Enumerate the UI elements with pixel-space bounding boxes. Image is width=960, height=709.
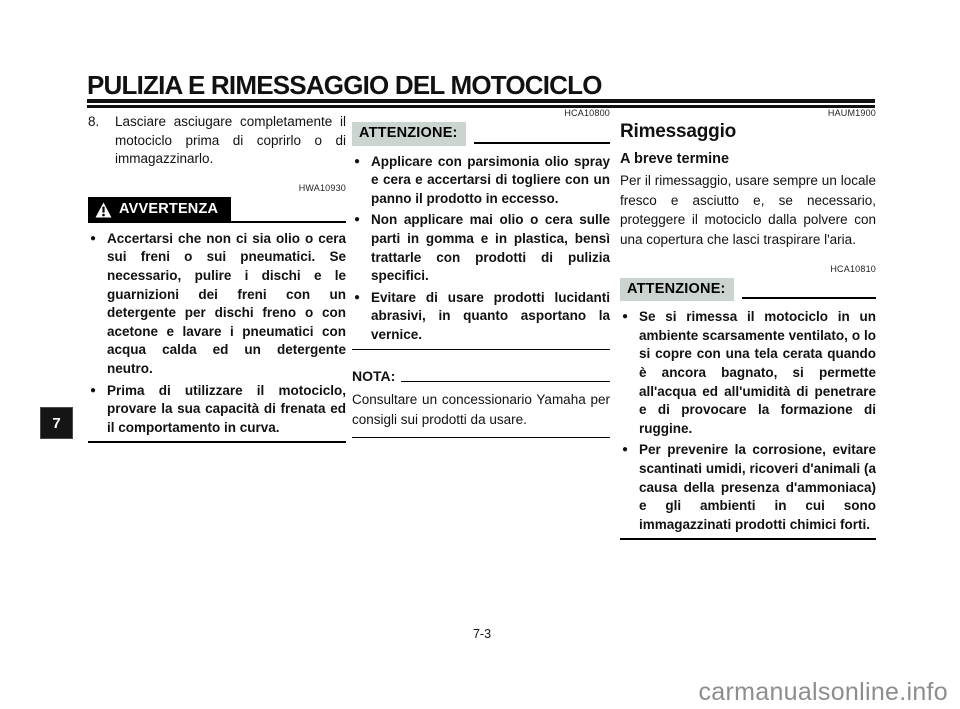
section-heading: Rimessaggio — [620, 121, 737, 142]
list-item — [620, 308, 876, 438]
bullet-text: Applicare con parsimonia olio spray e cera e accertarsi di togliere con un panno il prodotto in eccesso. — [371, 153, 610, 206]
bullet-text: Prima di utilizzare il motociclo, provare la sua capacità di frenata ed il comportamento in curva. — [107, 382, 346, 435]
section-end-rule — [352, 349, 610, 350]
bullet-text: Evitare di usare prodotti lucidanti abrasivi, in quanto asportano la vernice. — [371, 289, 610, 342]
step-text: Lasciare asciugare completamente il motociclo prima di coprirlo o di immagazzinarlo. — [115, 114, 346, 167]
bullet-text: Per prevenire la corrosione, evitare scantinati umidi, ricoveri d'animali (a causa della presenza d'ammoniaca) e gli ambienti in cui sono immagazzinati prodotti chimici forti. — [639, 442, 876, 532]
column-middle — [352, 108, 610, 438]
bullet-text: Accertarsi che non ci sia olio o cera sui freni o sui pneumatici. Se necessario, pulire i dischi e le guarnizioni dei freni con un detergente per dischi freno o con acetone e lavare i pneumatici con acqua calda ed un detergente neutro. — [107, 230, 346, 376]
reference-code: HCA10810 — [830, 263, 876, 274]
bullet-icon: ● — [354, 155, 361, 167]
note-label: NOTA: — [352, 367, 396, 384]
note-rule — [401, 381, 610, 383]
bullet-icon: ● — [90, 232, 97, 244]
bullet-icon: ● — [90, 384, 97, 396]
section-end-rule — [352, 437, 610, 438]
warning-bullet-list — [88, 230, 346, 438]
bullet-icon: ● — [354, 291, 361, 303]
attention-rule — [742, 297, 876, 299]
body-paragraph: Per il rimessaggio, usare sempre un locale fresco e asciutto e, se necessario, proteggere il motociclo dalla polvere con una copertura che lasci traspirare l'aria. — [620, 173, 876, 247]
attention-box: ATTENZIONE: — [620, 278, 734, 302]
list-item — [352, 153, 610, 209]
numbered-step — [88, 113, 346, 169]
bullet-icon: ● — [622, 311, 629, 323]
attention-header — [352, 122, 610, 146]
list-item — [88, 230, 346, 379]
note-header — [352, 367, 610, 386]
list-item — [352, 211, 610, 285]
attention-bullet-list — [620, 308, 876, 534]
bullet-icon: ● — [622, 444, 629, 456]
warning-label: AVVERTENZA — [119, 201, 219, 218]
page-title: PULIZIA E RIMESSAGGIO DEL MOTOCICLO — [87, 70, 602, 100]
section-end-rule — [88, 441, 346, 443]
attention-rule — [474, 142, 610, 144]
bullet-text: Se si rimessa il motociclo in un ambiente scarsamente ventilato, o lo si copre con una tela cerata quando è ancora bagnato, si permette all'acqua ed all'umidità di penetrare e di provocare la formazione di ruggine. — [639, 309, 876, 436]
title-double-rule — [87, 99, 875, 108]
list-item — [88, 382, 346, 438]
bullet-text: Non applicare mai olio o cera sulle parti in gomma e in plastica, bensì trattarle con prodotti di pulizia specifici. — [371, 212, 610, 284]
list-item — [352, 289, 610, 345]
attention-box: ATTENZIONE: — [352, 122, 466, 146]
section-end-rule — [620, 538, 876, 540]
column-right — [620, 108, 876, 540]
section-subheading: A breve termine — [620, 150, 730, 167]
chapter-tab: 7 — [40, 407, 73, 439]
attention-bullet-list — [352, 153, 610, 345]
warning-box — [88, 197, 231, 223]
column-left — [88, 108, 346, 443]
attention-header — [620, 278, 876, 302]
note-text: Consultare un concessionario Yamaha per consigli sui prodotti da usare. — [352, 392, 610, 427]
warning-header — [88, 197, 346, 223]
page-number: 7-3 — [472, 627, 492, 641]
step-number: 8. — [88, 114, 100, 129]
reference-code: HWA10930 — [298, 182, 346, 193]
watermark: carmanualsonline.info — [698, 678, 948, 706]
warning-triangle-icon — [95, 202, 112, 218]
bullet-icon: ● — [354, 214, 361, 226]
list-item — [620, 441, 876, 534]
reference-code: HCA10800 — [564, 108, 610, 118]
reference-code: HAUM1900 — [827, 108, 876, 118]
